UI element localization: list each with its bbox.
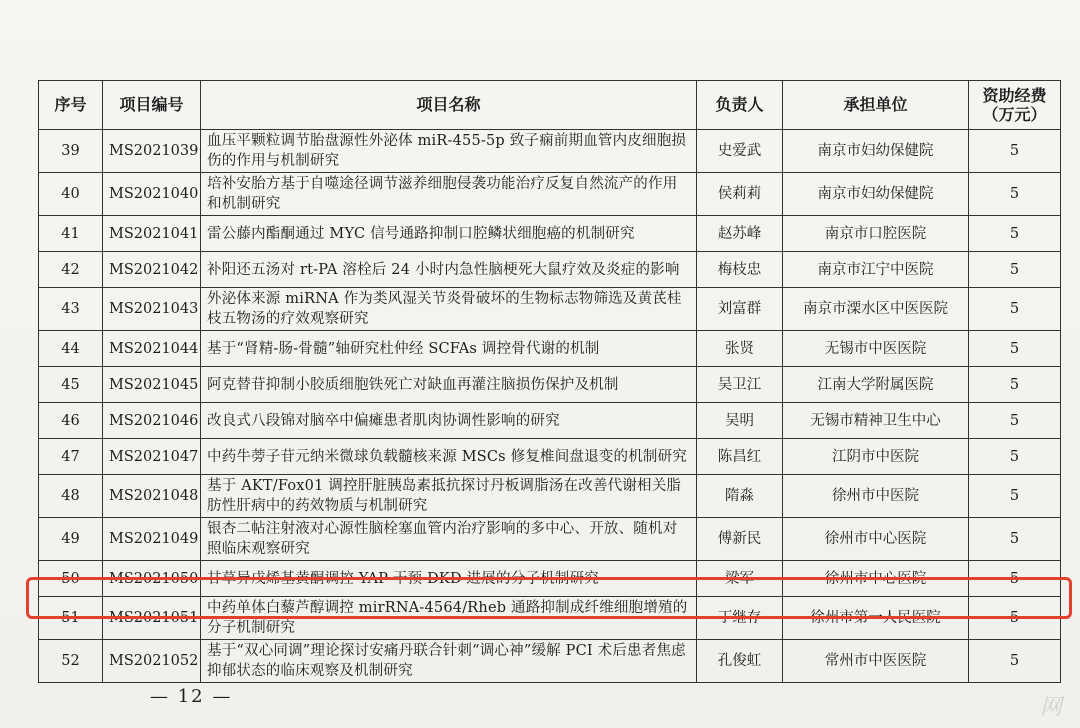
row-funding: 5 bbox=[969, 597, 1061, 640]
header-project-code: 项目编号 bbox=[103, 81, 201, 130]
row-index: 46 bbox=[39, 403, 103, 439]
table-row bbox=[39, 403, 1061, 439]
row-project-code: MS2021045 bbox=[103, 367, 201, 403]
row-funding: 5 bbox=[969, 518, 1061, 561]
row-index: 41 bbox=[39, 216, 103, 252]
table-row bbox=[39, 367, 1061, 403]
table-row bbox=[39, 561, 1061, 597]
row-leader: 隋淼 bbox=[697, 475, 783, 518]
row-project-code: MS2021050 bbox=[103, 561, 201, 597]
table-row bbox=[39, 439, 1061, 475]
row-project-code: MS2021041 bbox=[103, 216, 201, 252]
row-leader: 吴卫江 bbox=[697, 367, 783, 403]
row-project-name: 培补安胎方基于自噬途径调节滋养细胞侵袭功能治疗反复自然流产的作用和机制研究 bbox=[201, 173, 697, 216]
row-funding: 5 bbox=[969, 367, 1061, 403]
table-row bbox=[39, 252, 1061, 288]
row-unit: 南京市江宁中医院 bbox=[783, 252, 969, 288]
table-row bbox=[39, 288, 1061, 331]
row-index: 48 bbox=[39, 475, 103, 518]
row-project-code: MS2021049 bbox=[103, 518, 201, 561]
table-row bbox=[39, 130, 1061, 173]
row-leader: 刘富群 bbox=[697, 288, 783, 331]
row-leader: 梅枝忠 bbox=[697, 252, 783, 288]
row-index: 43 bbox=[39, 288, 103, 331]
row-index: 39 bbox=[39, 130, 103, 173]
row-funding: 5 bbox=[969, 130, 1061, 173]
project-table bbox=[38, 80, 1061, 683]
row-unit: 无锡市中医医院 bbox=[783, 331, 969, 367]
row-unit: 常州市中医医院 bbox=[783, 640, 969, 683]
row-funding: 5 bbox=[969, 252, 1061, 288]
row-index: 45 bbox=[39, 367, 103, 403]
table-row bbox=[39, 597, 1061, 640]
row-project-code: MS2021048 bbox=[103, 475, 201, 518]
row-project-name: 基于 AKT/Fox01 调控肝脏胰岛素抵抗探讨丹板调脂汤在改善代谢相关脂肪性肝病中的药效物质与机制研究 bbox=[201, 475, 697, 518]
row-project-name: 中药单体白藜芦醇调控 mirRNA-4564/Rheb 通路抑制成纤维细胞增殖的分子机制研究 bbox=[201, 597, 697, 640]
row-project-code: MS2021051 bbox=[103, 597, 201, 640]
header-index: 序号 bbox=[39, 81, 103, 130]
row-project-code: MS2021039 bbox=[103, 130, 201, 173]
row-leader: 吴明 bbox=[697, 403, 783, 439]
row-leader: 孔俊虹 bbox=[697, 640, 783, 683]
table-row bbox=[39, 331, 1061, 367]
row-leader: 丁继存 bbox=[697, 597, 783, 640]
table-row bbox=[39, 216, 1061, 252]
header-leader: 负责人 bbox=[697, 81, 783, 130]
row-leader: 陈昌红 bbox=[697, 439, 783, 475]
row-funding: 5 bbox=[969, 475, 1061, 518]
row-project-code: MS2021047 bbox=[103, 439, 201, 475]
row-project-name: 外泌体来源 miRNA 作为类风湿关节炎骨破坏的生物标志物筛选及黄芪桂枝五物汤的疗效观察研究 bbox=[201, 288, 697, 331]
row-unit: 江南大学附属医院 bbox=[783, 367, 969, 403]
row-unit: 南京市溧水区中医医院 bbox=[783, 288, 969, 331]
page-number: — 12 — bbox=[150, 686, 233, 707]
row-index: 50 bbox=[39, 561, 103, 597]
table-row bbox=[39, 518, 1061, 561]
row-unit: 南京市妇幼保健院 bbox=[783, 130, 969, 173]
row-unit: 南京市口腔医院 bbox=[783, 216, 969, 252]
row-unit: 徐州市第一人民医院 bbox=[783, 597, 969, 640]
header-funding: 资助经费 （万元） bbox=[969, 81, 1061, 130]
row-funding: 5 bbox=[969, 216, 1061, 252]
row-unit: 徐州市中心医院 bbox=[783, 518, 969, 561]
row-funding: 5 bbox=[969, 288, 1061, 331]
row-index: 40 bbox=[39, 173, 103, 216]
table-row bbox=[39, 475, 1061, 518]
row-project-name: 银杏二帖注射液对心源性脑栓塞血管内治疗影响的多中心、开放、随机对照临床观察研究 bbox=[201, 518, 697, 561]
row-project-name: 甘草异戊烯基黄酮调控 YAP 干预 DKD 进展的分子机制研究 bbox=[201, 561, 697, 597]
row-project-code: MS2021040 bbox=[103, 173, 201, 216]
row-project-name: 血压平颗粒调节胎盘源性外泌体 miR-455-5p 致子痫前期血管内皮细胞损伤的作用与机制研究 bbox=[201, 130, 697, 173]
header-unit: 承担单位 bbox=[783, 81, 969, 130]
row-unit: 徐州市中医院 bbox=[783, 475, 969, 518]
row-index: 47 bbox=[39, 439, 103, 475]
row-project-code: MS2021046 bbox=[103, 403, 201, 439]
header-project-name: 项目名称 bbox=[201, 81, 697, 130]
row-funding: 5 bbox=[969, 561, 1061, 597]
row-index: 42 bbox=[39, 252, 103, 288]
row-index: 52 bbox=[39, 640, 103, 683]
row-project-name: 改良式八段锦对脑卒中偏瘫患者肌肉协调性影响的研究 bbox=[201, 403, 697, 439]
row-project-name: 雷公藤内酯酮通过 MYC 信号通路抑制口腔鳞状细胞癌的机制研究 bbox=[201, 216, 697, 252]
row-funding: 5 bbox=[969, 173, 1061, 216]
row-project-code: MS2021043 bbox=[103, 288, 201, 331]
row-funding: 5 bbox=[969, 439, 1061, 475]
table-row bbox=[39, 640, 1061, 683]
watermark: 网 bbox=[1040, 695, 1063, 720]
row-funding: 5 bbox=[969, 403, 1061, 439]
row-index: 51 bbox=[39, 597, 103, 640]
row-unit: 无锡市精神卫生中心 bbox=[783, 403, 969, 439]
table-header-row bbox=[39, 81, 1061, 130]
row-leader: 张贤 bbox=[697, 331, 783, 367]
row-funding: 5 bbox=[969, 331, 1061, 367]
row-project-code: MS2021044 bbox=[103, 331, 201, 367]
row-unit: 徐州市中心医院 bbox=[783, 561, 969, 597]
row-index: 44 bbox=[39, 331, 103, 367]
row-leader: 赵苏峰 bbox=[697, 216, 783, 252]
row-project-name: 中药牛蒡子苷元纳米微球负载髓核来源 MSCs 修复椎间盘退变的机制研究 bbox=[201, 439, 697, 475]
row-unit: 江阴市中医院 bbox=[783, 439, 969, 475]
row-unit: 南京市妇幼保健院 bbox=[783, 173, 969, 216]
row-funding: 5 bbox=[969, 640, 1061, 683]
row-leader: 侯莉莉 bbox=[697, 173, 783, 216]
row-index: 49 bbox=[39, 518, 103, 561]
row-leader: 傅新民 bbox=[697, 518, 783, 561]
row-project-name: 基于“双心同调”理论探讨安痛丹联合针刺“调心神”缓解 PCI 术后患者焦虑抑郁状态的临床观察及机制研究 bbox=[201, 640, 697, 683]
row-project-name: 基于“肾精-肠-骨髓”轴研究杜仲经 SCFAs 调控骨代谢的机制 bbox=[201, 331, 697, 367]
row-leader: 史爱武 bbox=[697, 130, 783, 173]
row-leader: 梁军 bbox=[697, 561, 783, 597]
row-project-name: 阿克替苷抑制小胶质细胞铁死亡对缺血再灌注脑损伤保护及机制 bbox=[201, 367, 697, 403]
row-project-code: MS2021052 bbox=[103, 640, 201, 683]
row-project-name: 补阳还五汤对 rt-PA 溶栓后 24 小时内急性脑梗死大鼠疗效及炎症的影响 bbox=[201, 252, 697, 288]
row-project-code: MS2021042 bbox=[103, 252, 201, 288]
table-row bbox=[39, 173, 1061, 216]
